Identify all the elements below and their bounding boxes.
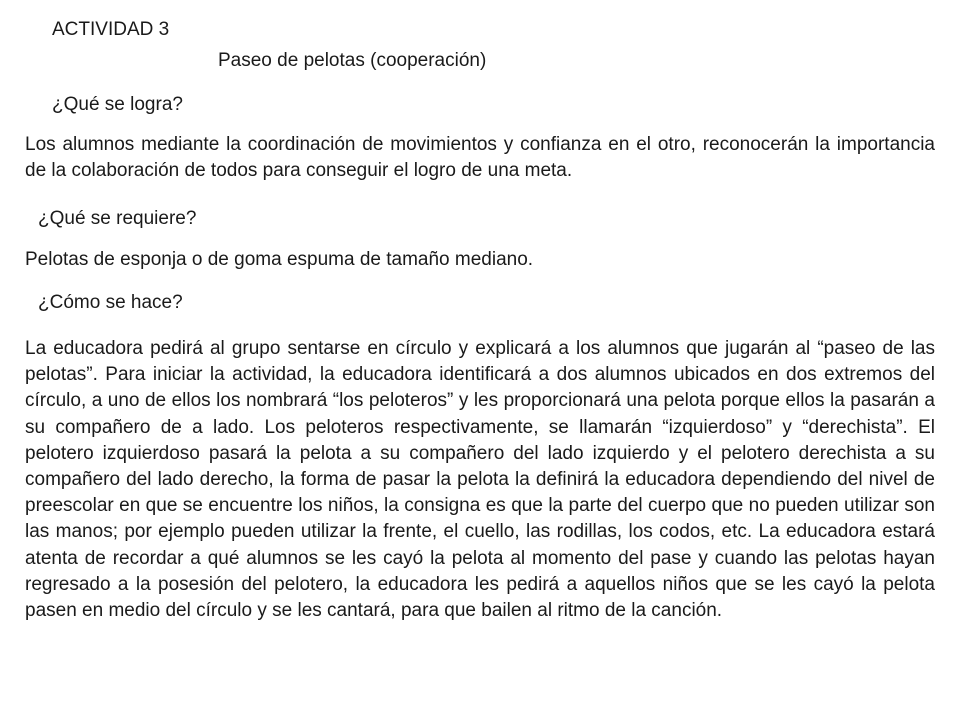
procedure-paragraph: La educadora pedirá al grupo sentarse en círculo y explicará a los alumnos que jugarán al “paseo de las pelotas”. Para iniciar la actividad, la educadora identificará a dos alumnos ubicados en dos extremos del círculo, a uno de ellos los nombrará “los peloteros” y les proporcionará una pelota porque ellos la pasarán a su compañero de a lado. Los peloteros respectivamente, se llamarán “izquierdoso” y “derechista”. El pelotero izquierdoso pasará la pelota a su compañero del lado izquierdo y el pelotero derechista a su compañero del lado derecho, la forma de pasar la pelota la definirá la educadora dependiendo del nivel de preescolar en que se encuentre los niños, la consigna es que la parte del cuerpo que no pueden utilizar son las manos; por ejemplo pueden utilizar la frente, el cuello, las rodillas, los codos, etc. La educadora estará atenta de recordar a qué alumnos se les cayó la pelota al momento del pase y cuando las pelotas hayan regresado a la posesión del pelotero, la educadora les pedirá a aquellos niños que se les cayó la pelota pasen en medio del círculo y se les cantará, para que bailen al ritmo de la canción. <box>25 338 935 622</box>
question-goal: ¿Qué se logra? <box>52 94 183 115</box>
question-procedure: ¿Cómo se hace? <box>38 292 183 313</box>
question-requirements: ¿Qué se requiere? <box>38 208 197 229</box>
goal-paragraph: Los alumnos mediante la coordinación de movimientos y confianza en el otro, reconocerán la importancia de la colaboración de todos para conseguir el logro de una meta. <box>25 134 935 181</box>
requirements-paragraph: Pelotas de esponja o de goma espuma de tamaño mediano. <box>25 249 534 270</box>
activity-subtitle: Paseo de pelotas (cooperación) <box>218 50 487 71</box>
activity-title: ACTIVIDAD 3 <box>52 19 170 40</box>
